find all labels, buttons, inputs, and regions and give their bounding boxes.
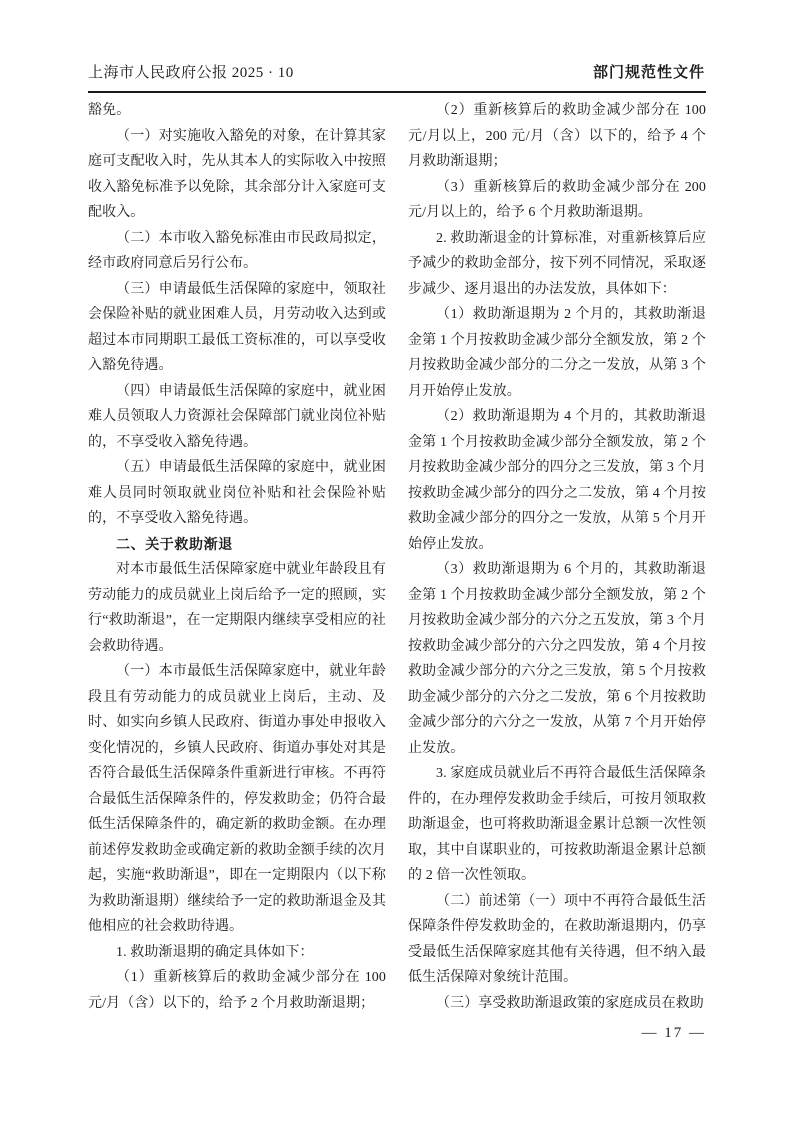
paragraph: （3）重新核算后的救助金减少部分在 200 元/月以上的，给予 6 个月救助渐退期。 [408,179,706,220]
paragraph: 2. 救助渐退金的计算标准，对重新核算后应予减少的救助金部分，按下列不同情况，采取逐步减少、逐月退出的办法发放，具体如下： [408,230,706,297]
paragraph: （三）享受救助渐退政策的家庭成员在救助 [436,995,704,1011]
right-column [408,98,706,1016]
paragraph: 3. 家庭成员就业后不再符合最低生活保障条件的，在办理停发救助金手续后，可按月领取救助渐退金，也可将救助渐退金累计总额一次性领取，其中自谋职业的，可按救助渐退金累计总额的 2 倍一次性领取。 [408,766,706,883]
paragraph: （1）救助渐退期为 2 个月的，其救助渐退金第 1 个月按救助金减少部分全额发放，第 2 个月按救助金减少部分的二分之一发放，从第 3 个月开始停止发放。 [408,307,706,399]
paragraph: 豁免。 [88,103,131,118]
paragraph: （3）救助渐退期为 6 个月的，其救助渐退金第 1 个月按救助金减少部分全额发放，第 2 个月按救助金减少部分的六分之五发放，第 3 个月按救助金减少部分的六分之四发放，第 4 个月按救助金减少部分的六分之三发放，第 5 个月按救助金减少部分的六分之二发放，第 6 个月按救助金减少部分的六分之一发放，从第 7 个月开始停止发放。 [408,562,706,756]
header-rule-divider [88,91,706,93]
paragraph: （五）申请最低生活保障的家庭中，就业困难人员同时领取就业岗位补贴和社会保险补贴的，不享受收入豁免待遇。 [88,460,386,526]
journal-title: 上海市人民政府公报 2025 · 10 [88,65,294,81]
paragraph: 对本市最低生活保障家庭中就业年龄段且有劳动能力的成员就业上岗后给予一定的照顾，实行“救助渐退”，在一定期限内继续享受相应的社会救助待遇。 [88,562,386,654]
paragraph: 1. 救助渐退期的确定具体如下： [116,944,314,960]
paragraph: （二）前述第（一）项中不再符合最低生活保障条件停发救助金的，在救助渐退期内，仍享受最低生活保障家庭其他有关待遇，但不纳入最低生活保障对象统计范围。 [408,893,706,985]
paragraph: （一）本市最低生活保障家庭中，就业年龄段且有劳动能力的成员就业上岗后，主动、及时、如实向乡镇人民政府、街道办事处申报收入变化情况的，乡镇人民政府、街道办事处对其是否符合最低生活保障条件重新进行审核。不再符合最低生活保障条件的，停发救助金；仍符合最低生活保障条件的，确定新的救助金额。在办理前述停发救助金或确定新的救助金额手续的次月起，实施“救助渐退”，即在一定期限内（以下称为救助渐退期）继续给予一定的救助渐退金及其他相应的社会救助待遇。 [88,664,386,934]
page-header [88,62,705,84]
left-column [88,98,386,1016]
paragraph: （2）救助渐退期为 4 个月的，其救助渐退金第 1 个月按救助金减少部分全额发放，第 2 个月按救助金减少部分的四分之三发放，第 3 个月按救助金减少部分的四分之二发放，第 4 个月按救助金减少部分的四分之一发放，从第 5 个月开始停止发放。 [408,409,706,552]
paragraph: （三）申请最低生活保障的家庭中，领取社会保险补贴的就业困难人员，月劳动收入达到或超过本市同期职工最低工资标准的，可以享受收入豁免待遇。 [88,281,386,373]
page-number: — 17 — [641,1025,706,1041]
paragraph: （一）对实施收入豁免的对象，在计算其家庭可支配收入时，先从其本人的实际收入中按照收入豁免标准予以免除，其余部分计入家庭可支配收入。 [88,128,386,220]
section-label: 部门规范性文件 [592,65,705,81]
section-heading: 二、关于救助渐退 [116,535,233,552]
paragraph: （二）本市收入豁免标准由市民政局拟定，经市政府同意后另行公布。 [88,230,386,271]
paragraph: （2）重新核算后的救助金减少部分在 100 元/月以上，200 元/月（含）以下的，给予 4 个月救助渐退期； [408,103,706,169]
paragraph: （1）重新核算后的救助金减少部分在 100 元/月（含）以下的，给予 2 个月救助渐退期； [88,970,386,1011]
paragraph: （四）申请最低生活保障的家庭中，就业困难人员领取人力资源社会保障部门就业岗位补贴的，不享受收入豁免待遇。 [88,383,386,450]
